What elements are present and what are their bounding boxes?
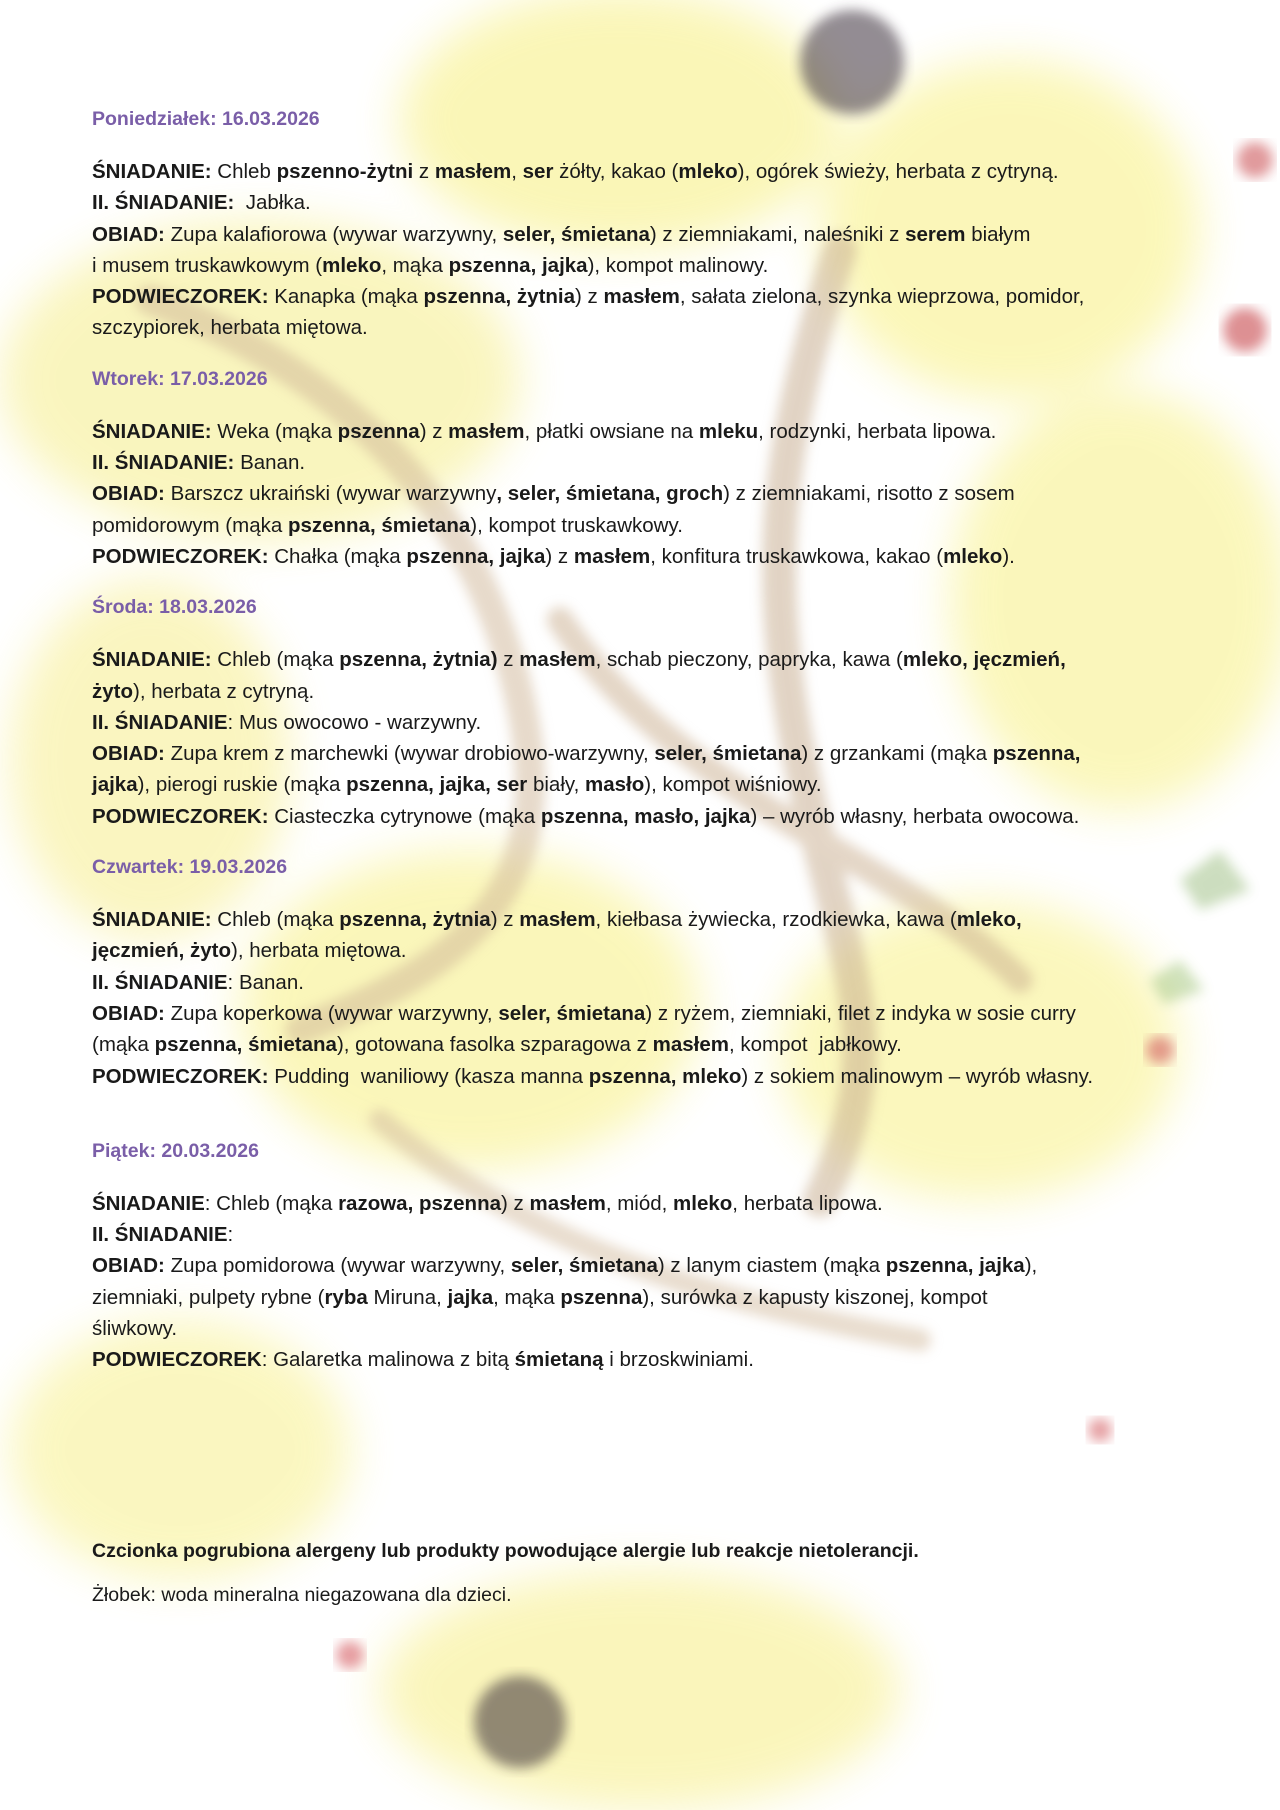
menu-text: ) z [501,1191,530,1215]
menu-text: ), gotowana fasolka szparagowa z [336,1033,653,1057]
meal-line [92,801,1232,832]
menu-text: : Mus owocowo - warzywny. [227,710,482,734]
meal-label: PODWIECZOREK [92,1348,262,1372]
menu-text: Chleb [211,160,277,183]
menu-text: , [511,160,523,183]
menu-text: , płatki owsiane na [524,419,699,443]
menu-text: ) z sokiem malinowym – wyrób własny. [741,1064,1094,1088]
allergen-text: serem [905,222,966,246]
meal-label: OBIAD: [92,1001,165,1025]
menu-text: : Chleb (mąka [204,1191,339,1215]
meal-line [92,1219,1232,1250]
menu-text: ). [1002,544,1015,568]
water-note: Żłobek: woda mineralna niegazowana dla dzieci. [92,1584,512,1606]
menu-text: , mąka [381,253,449,277]
day-title: Piątek: 20.03.2026 [92,1139,259,1162]
day-section [92,1136,1232,1376]
menu-text: Jabłka. [234,191,311,215]
meal-line [92,1250,1232,1344]
menu-text: z [413,160,435,183]
day-section [92,364,1232,572]
meal-label: II. ŚNIADANIE [92,710,228,734]
menu-text: Weka (mąka [211,419,338,443]
menu-text: śliwkowy. [92,1317,178,1341]
allergen-text: seler, śmietana [654,742,802,766]
section-spacer [92,1092,1232,1136]
menu-text: ), herbata z cytryną. [133,679,315,703]
meal-label: OBIAD: [92,222,165,246]
allergen-text: mleko, [956,908,1022,932]
allergen-text: mleko [943,544,1003,568]
meal-line [92,187,1232,218]
allergen-text: , seler, śmietana, groch [496,482,724,506]
meal-label: II. ŚNIADANIE: [92,451,235,475]
meal-label: II. ŚNIADANIE [92,1223,228,1247]
menu-text: ) – wyrób własny, herbata owocowa. [750,804,1080,828]
allergen-text: żyto [92,679,133,703]
menu-text: (mąka [92,1033,155,1057]
meal-line [92,1344,1232,1375]
menu-text: , rodzynki, herbata lipowa. [758,419,997,443]
meal-line [92,219,1232,282]
allergen-text: pszenna, żytnia [423,285,576,309]
section-spacer [92,832,1232,852]
day-title: Wtorek: 17.03.2026 [92,367,268,390]
menu-text: ) z [545,544,574,568]
meal-label: ŚNIADANIE: [92,160,212,183]
menu-text: Chleb (mąka [211,648,340,672]
allergen-text: masłem [573,544,651,568]
meal-line [92,998,1232,1061]
menu-text: , konfitura truskawkowa, kakao ( [650,544,944,568]
menu-text: , schab pieczony, papryka, kawa ( [595,648,903,672]
menu-text: : Banan. [227,970,304,994]
menu-text: ), pierogi ruskie (mąka [137,773,347,797]
menu-text: ) z grzankami (mąka [801,742,993,766]
meal-label: ŚNIADANIE: [92,419,212,443]
menu-text: , kompot jabłkowy. [728,1033,902,1057]
menu-text: i brzoskwiniami. [603,1348,754,1372]
day-section [92,592,1232,832]
menu-text: , mąka [493,1285,561,1309]
menu-text: Zupa kalafiorowa (wywar warzywny, [164,222,503,246]
menu-text: ) z lanym ciastem (mąka [657,1254,886,1278]
meal-line [92,447,1232,478]
allergen-text: mleko [673,1191,733,1215]
allergen-note: Czcionka pogrubiona alergeny lub produkty powodujące alergie lub reakcje nietolerancji. [92,1540,919,1562]
meal-line [92,707,1232,738]
menu-text: Barszcz ukraiński (wywar warzywny [164,482,497,506]
meal-line [92,478,1232,541]
menu-text: ziemniaki, pulpety rybne ( [92,1285,325,1309]
meal-label: ŚNIADANIE: [92,908,212,932]
meal-line [92,644,1232,707]
menu-footer [92,1537,1232,1609]
allergen-text: seler, śmietana [510,1254,658,1278]
meal-line [92,1188,1232,1219]
allergen-text: mleko [678,160,738,183]
day-title: Środa: 18.03.2026 [92,596,257,619]
menu-text: z [497,648,520,672]
allergen-text: pszenna, jajka [885,1254,1025,1278]
allergen-text: śmietaną [514,1348,604,1372]
meal-line [92,738,1232,801]
menu-text: szczypiorek, herbata miętowa. [92,316,368,340]
menu-text: biały, [527,773,586,797]
section-spacer [92,344,1232,364]
allergen-text: jęczmień, żyto [92,939,231,963]
menu-text: Ciasteczka cytrynowe (mąka [268,804,541,828]
menu-text: Zupa koperkowa (wywar warzywny, [164,1001,499,1025]
allergen-text: pszenna, jajka [448,253,588,277]
allergen-text: jajka [92,773,138,797]
menu-text: : Galaretka malinowa z bitą [261,1348,515,1372]
allergen-text: jajka [447,1285,494,1309]
menu-text: ) z ziemniakami, naleśniki z [649,222,906,246]
meal-line [92,416,1232,447]
section-spacer [92,572,1232,592]
menu-text: ), kompot wiśniowy. [644,773,822,797]
allergen-text: pszenno-żytni [276,160,414,183]
allergen-text: masłem [529,1191,606,1215]
meal-line [92,904,1232,967]
menu-text: i musem truskawkowym ( [92,253,323,277]
meal-label: OBIAD: [92,482,165,506]
weekly-menu [92,104,1232,1376]
menu-text: Miruna, [367,1285,448,1309]
allergen-text: pszenna, śmietana [287,513,471,537]
menu-text: Zupa pomidorowa (wywar warzywny, [164,1254,511,1278]
allergen-text: pszenna, jajka [406,544,546,568]
allergen-text: razowa, pszenna [338,1191,501,1215]
menu-text: , sałata zielona, szynka wieprzowa, pomidor, [679,285,1091,309]
menu-text: ), [1024,1254,1043,1278]
allergen-text: pszenna, żytnia) [339,648,498,672]
allergen-text: masło [585,773,645,797]
meal-label: PODWIECZOREK: [92,1064,269,1088]
allergen-text: seler, śmietana [498,1001,646,1025]
allergen-text: pszenna, żytnia [339,908,491,932]
menu-text: ), kompot truskawkowy. [470,513,683,537]
allergen-text: mleko [322,253,382,277]
meal-label: ŚNIADANIE [92,1191,205,1215]
menu-text: Zupa krem z marchewki (wywar drobiowo-warzywny, [164,742,655,766]
day-title: Poniedziałek: 16.03.2026 [92,108,320,130]
allergen-text: masłem [519,908,596,932]
allergen-text: masłem [448,419,525,443]
meal-line [92,541,1232,572]
menu-text: ) z ryżem, ziemniaki, filet z indyka w sosie curry [645,1001,1082,1025]
meal-label: PODWIECZOREK: [92,804,269,828]
day-section [92,104,1232,344]
day-section [92,852,1232,1092]
meal-label: PODWIECZOREK: [92,285,269,309]
menu-text: ), herbata miętowa. [231,939,407,963]
menu-text: , kiełbasa żywiecka, rzodkiewka, kawa ( [595,908,957,932]
meal-label: OBIAD: [92,1254,165,1278]
menu-text: żółty, kakao ( [553,160,679,183]
allergen-text: ryba [324,1285,368,1309]
allergen-text: pszenna, masło, jajka [540,804,751,828]
meal-line [92,1061,1232,1092]
allergen-text: masłem [519,648,596,672]
allergen-text: pszenna, śmietana [154,1033,337,1057]
allergen-text: pszenna [337,419,420,443]
menu-text: ) z ziemniakami, risotto z sosem [723,482,1021,506]
allergen-text: pszenna, [992,742,1081,766]
menu-text: : [227,1223,234,1247]
allergen-text: pszenna [560,1285,643,1309]
menu-text: , herbata lipowa. [732,1191,883,1215]
meal-line [92,967,1232,998]
menu-text: ) z [419,419,449,443]
allergen-text: pszenna, mleko [588,1064,742,1088]
menu-text: Chałka (mąka [268,544,407,568]
allergen-text: mleku [698,419,759,443]
meal-line [92,156,1232,187]
menu-text: ) z [490,908,520,932]
allergen-text: masłem [434,160,512,183]
menu-text: Pudding waniliowy (kasza manna [268,1064,589,1088]
meal-label: II. ŚNIADANIE [92,970,228,994]
meal-line [92,281,1232,344]
menu-text: ), kompot malinowy. [587,253,769,277]
allergen-text: mleko, jęczmień, [902,648,1066,672]
meal-label: II. ŚNIADANIE: [92,191,235,215]
menu-text: ) z [575,285,604,309]
allergen-text: ser [522,160,554,183]
menu-text: ), surówka z kapusty kiszonej, kompot [642,1285,994,1309]
allergen-text: pszenna, jajka, ser [346,773,528,797]
allergen-text: seler, śmietana [502,222,650,246]
menu-text: pomidorowym (mąka [92,513,288,537]
allergen-text: masłem [652,1033,729,1057]
day-title: Czwartek: 19.03.2026 [92,856,288,879]
menu-text: Chleb (mąka [211,908,340,932]
menu-text: Banan. [234,451,306,475]
menu-text: białym [965,222,1037,246]
meal-label: ŚNIADANIE: [92,648,212,672]
menu-text: Kanapka (mąka [268,285,424,309]
menu-text: , miód, [605,1191,674,1215]
menu-text: ), ogórek świeży, herbata z cytryną. [737,160,1059,183]
allergen-text: masłem [603,285,680,309]
meal-label: OBIAD: [92,742,165,766]
meal-label: PODWIECZOREK: [92,544,269,568]
